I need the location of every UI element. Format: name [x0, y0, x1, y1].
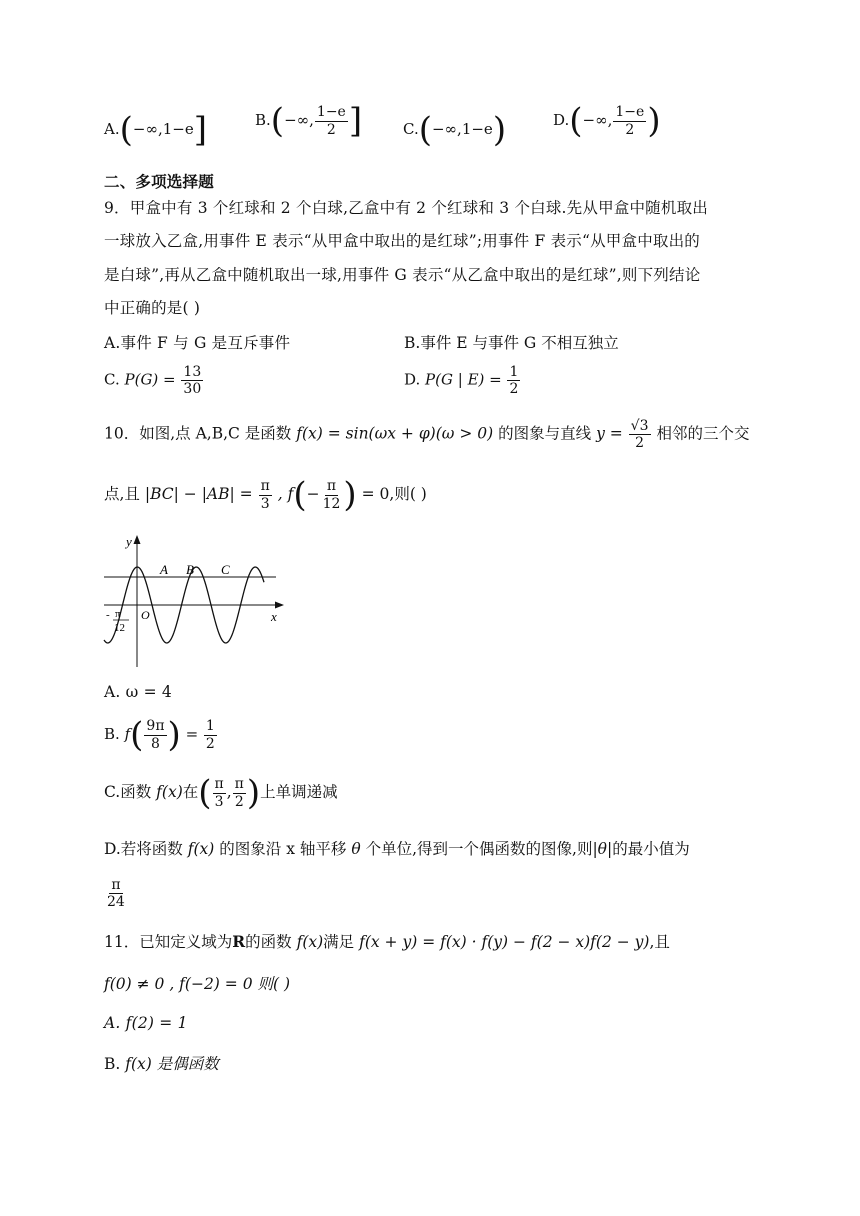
neg-sign: - — [106, 609, 110, 621]
q10-option-d-answer: $\frac{\pi}{24}$ — [107, 877, 125, 911]
q11-line-1: 11．已知定义域为R的函数 f(x)满足 f(x + y) = f(x) · f(y) − f(2 − x)f(2 − y),且 — [104, 932, 670, 951]
y-axis-arrow — [134, 535, 141, 544]
q9-line-3: 是白球”,再从乙盒中随机取出一球,用事件 G 表示“从乙盒中取出的是红球”,则下列结论 — [104, 266, 701, 284]
q10-line-2: 点,且 |BC| − |AB| = $\frac{\pi}{3}$ , f(− $\frac{\pi}{12}$ ) = 0,则( ) — [104, 475, 427, 515]
q9-option-d[interactable]: D. P(G | E) = $\frac{1}{2}$ — [404, 364, 519, 398]
q11-line-2: f(0) ≠ 0 , f(−2) = 0 则( ) — [104, 975, 291, 993]
q8-option-d[interactable]: D.(−∞, $\frac{1-e}{2}$ ) — [553, 101, 661, 141]
q10-line-1: 10．如图,点 A,B,C 是函数 f(x) = sin(ωx + φ)(ω > 0) 的图象与直线 y = $\frac{√3}{2}$ 相邻的三个交 — [104, 418, 750, 452]
tick-pi: π — [115, 608, 121, 620]
q9-option-b[interactable]: B.事件 E 与事件 G 不相互独立 — [404, 334, 619, 352]
point-a-label: A — [160, 562, 168, 577]
q10-option-a[interactable]: A. ω = 4 — [104, 683, 172, 701]
q8-option-a[interactable]: A.(−∞,1−e] — [104, 110, 207, 150]
q8-option-c[interactable]: C.(−∞,1−e) — [403, 110, 507, 150]
q9-line-1: 9．甲盒中有 3 个红球和 2 个白球,乙盒中有 2 个红球和 3 个白球.先从甲盒中随机取出 — [104, 199, 708, 217]
q10-option-b[interactable]: B. f( $\frac{9\pi}{8}$ ) = $\frac{1}{2}$ — [104, 715, 215, 755]
sine-graph-figure — [100, 532, 290, 672]
q10-option-c[interactable]: C.函数 f(x)在( $\frac{\pi}{3}$ , $\frac{\pi}{2}$ )上单调递减 — [104, 773, 338, 813]
point-c-label: C — [221, 562, 230, 577]
q10-option-d[interactable]: D.若将函数 f(x) 的图象沿 x 轴平移 θ 个单位,得到一个偶函数的图像,则|θ|的最小值为 — [104, 840, 690, 858]
y-axis-label: y — [126, 534, 132, 549]
x-axis-arrow — [275, 602, 284, 609]
q9-option-c[interactable]: C. P(G) = $\frac{13}{30}$ — [104, 364, 202, 398]
q11-option-b[interactable]: B. f(x) 是偶函数 — [104, 1055, 219, 1073]
q11-option-a[interactable]: A. f(2) = 1 — [104, 1014, 188, 1032]
q9-line-4: 中正确的是( ) — [104, 299, 201, 317]
q8-option-b[interactable]: B.(−∞, $\frac{1-e}{2}$ ] — [255, 101, 363, 141]
point-b-label: B — [186, 562, 194, 577]
origin-label: O — [141, 608, 150, 622]
section-title: 二、多项选择题 — [104, 173, 214, 191]
x-axis-label: x — [271, 609, 277, 624]
tick-twelve: 12 — [114, 622, 125, 634]
q9-option-a[interactable]: A.事件 F 与 G 是互斥事件 — [104, 334, 291, 352]
q9-line-2: 一球放入乙盒,用事件 E 表示“从甲盒中取出的是红球”;用事件 F 表示“从甲盒中取出的 — [104, 232, 701, 250]
